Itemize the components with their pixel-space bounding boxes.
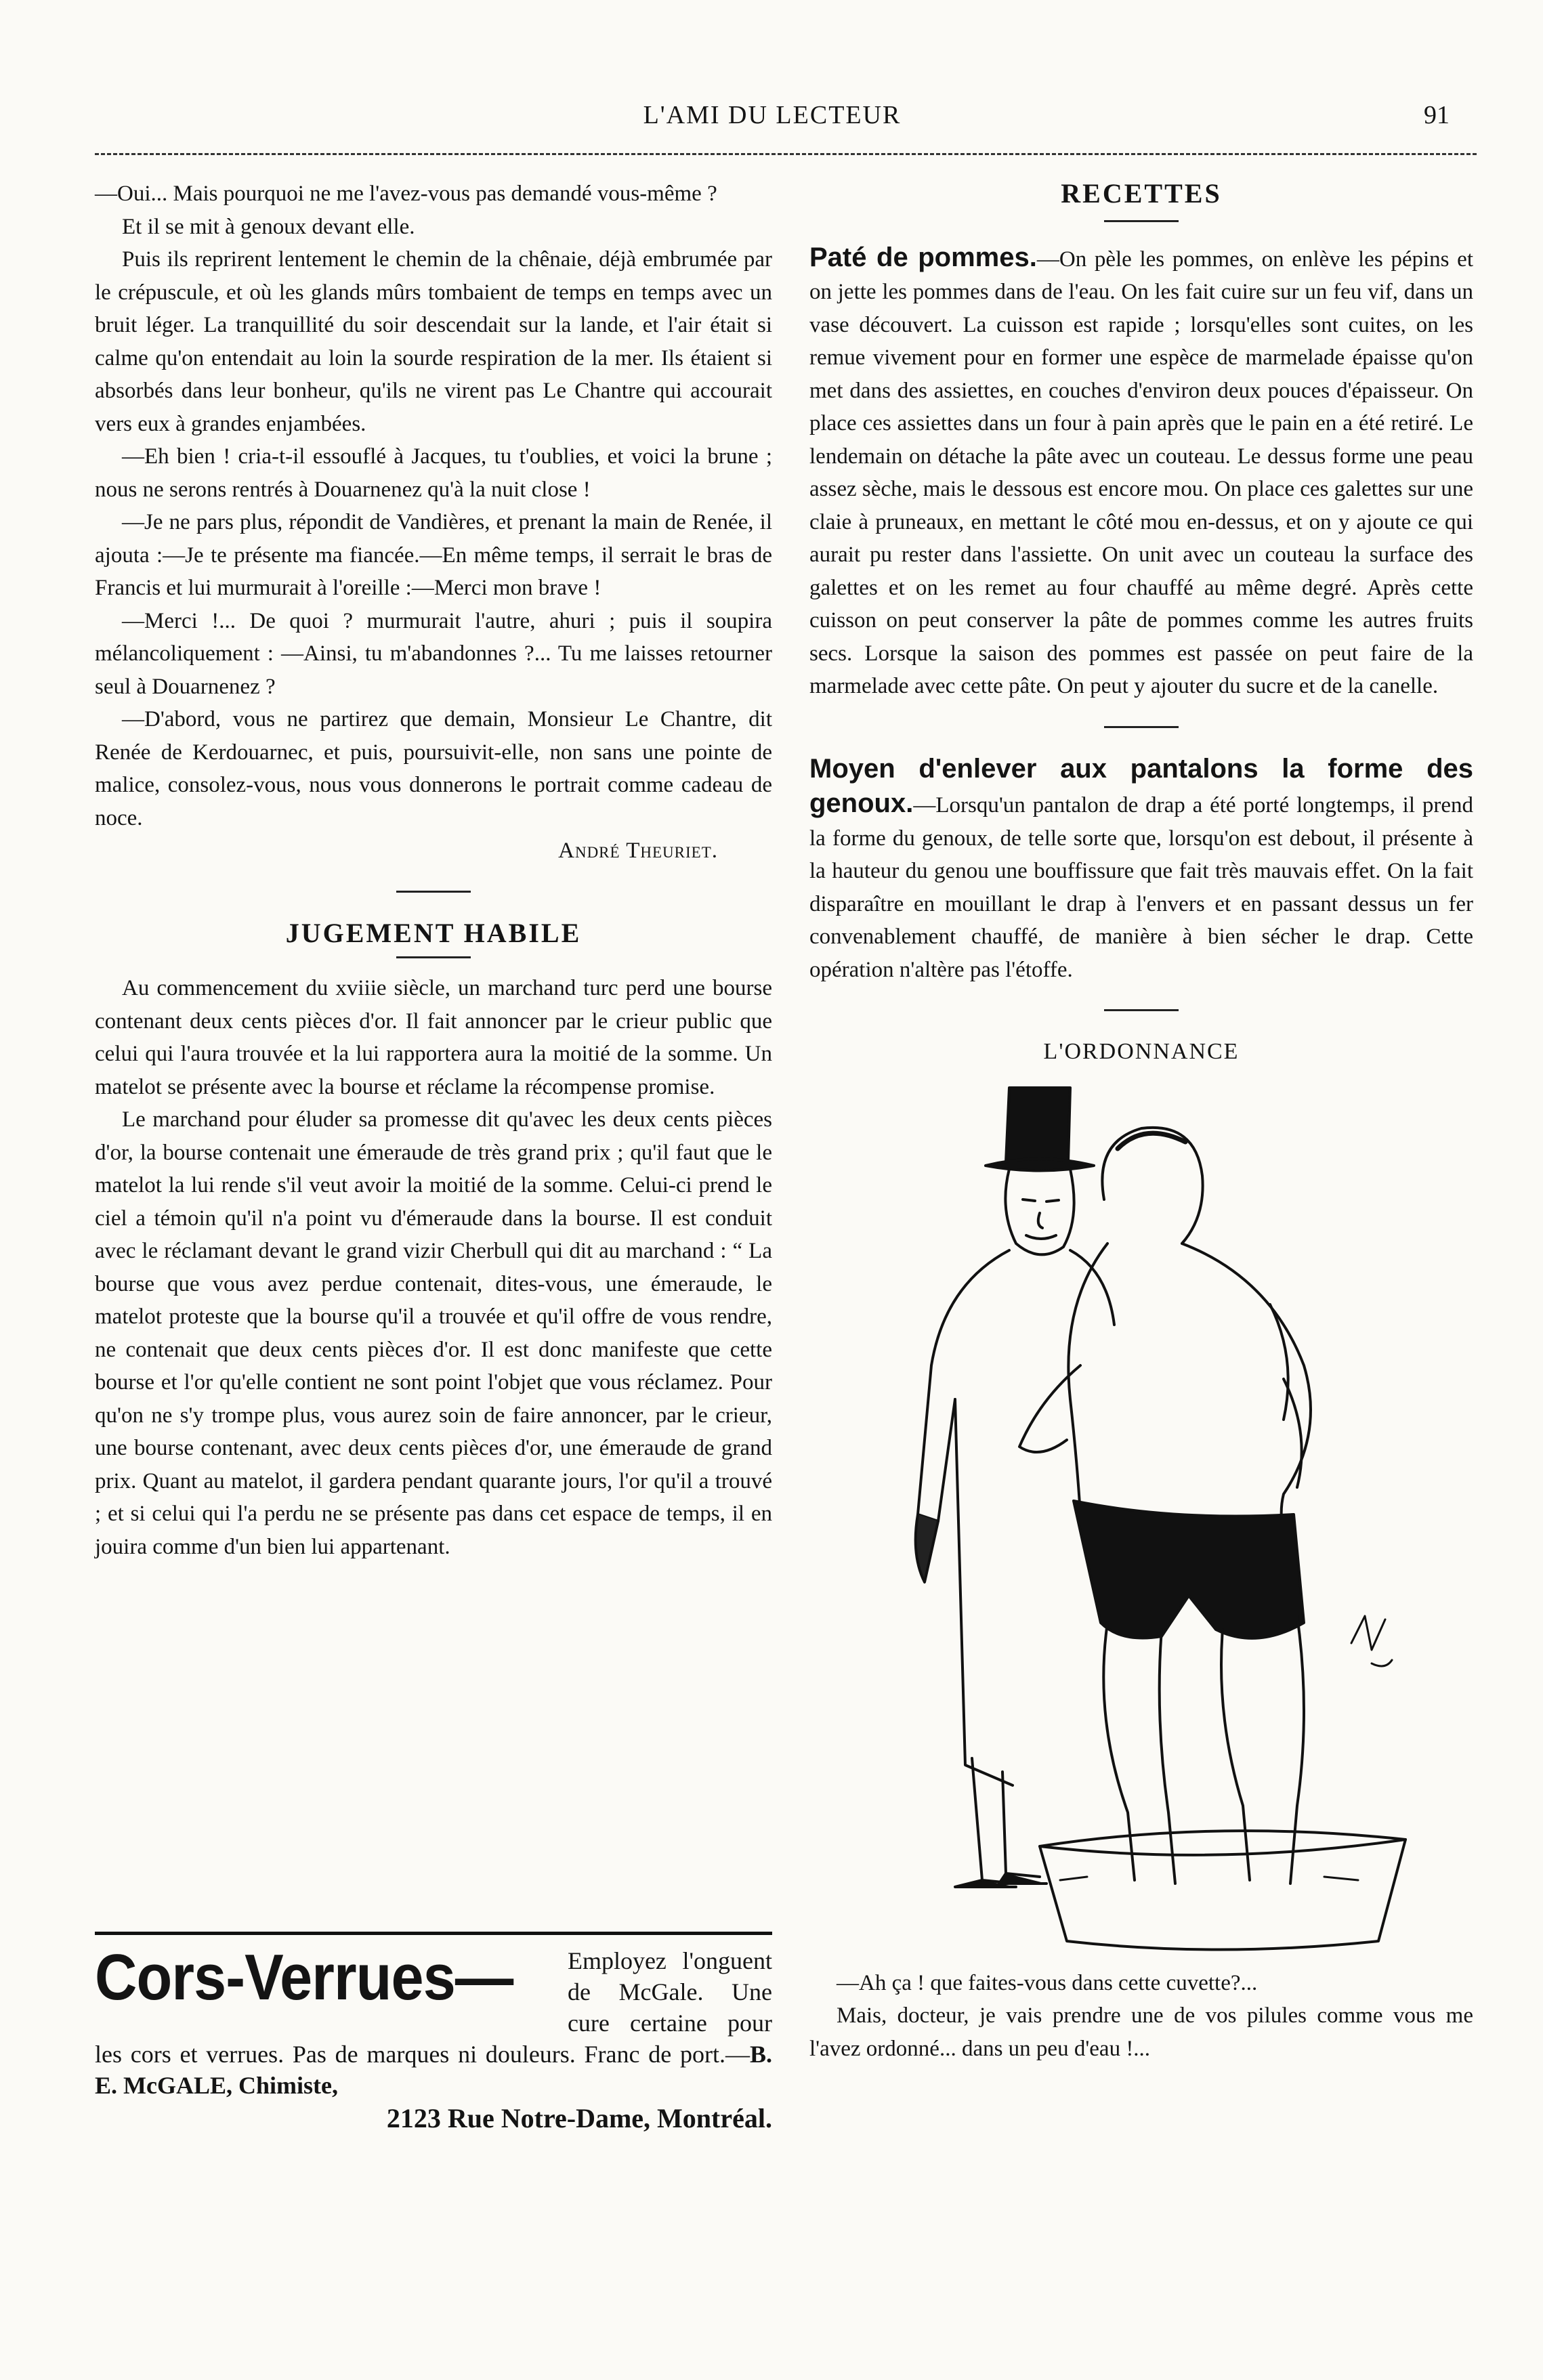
left-column — [95, 177, 772, 1563]
running-header — [95, 100, 1450, 148]
cartoon-caption — [809, 1967, 1473, 2066]
header-rule — [95, 153, 1477, 155]
recipe-text: —On pèle les pommes, on enlève les pépins et on jette les pommes dans de l'eau. On les fait cuire sur un feu vif, dans un vase découvert. La cuisson est rapide ; lorsqu'elles sont cuites, on les remue vivement pour en former une espèce de marmelade épaisse qu'on met dans des assiettes, en couches d'environ deux pouces d'épaisseur. On place ces assiettes dans un four à pain après que le pain en a été retiré. Le lendemain on détache la pâte avec un couteau. Le dessus forme une peau assez sèche, mais le dessous est encore mou. On place ces galettes sur une claie à pruneaux, en mettant le côté mou en-dessus, et on y ajoute ce qui aurait pu rester dans l'assiette. On unit avec un couteau la surface des galettes et on les remet au four chauffé au même degré. Après cette cuisson on peut conserver la pâte de pommes comme les autres fruits secs. Lorsque la saison des pommes est passée on peut faire de la marmelade avec cette pâte. On peut y ajouter du sucre et de la canelle. — [809, 247, 1473, 698]
recipe-text: —Lorsqu'un pantalon de drap a été porté longtemps, il prend la forme du genoux, de telle sorte que, lorsqu'on est debout, il présente à la hauteur du genou une bouffissure que fait très mauvais effet. On la fait disparaître en mouillant le drap à l'envers et en passant dessus un fer convenablement chauffé, de manière à bien sécher le drap. Cette opération n'altère pas l'étoffe. — [809, 793, 1473, 982]
advertisement-rule — [95, 1932, 772, 1935]
section-divider — [1104, 220, 1179, 222]
ad-headline: Cors-Verrues— — [95, 1941, 513, 2014]
recipe-title: Moyen d'enlever aux pantalons la forme des genoux. — [809, 753, 1473, 818]
story-paragraph: —Merci !... De quoi ? murmurait l'autre, ahuri ; puis il soupira mélancoliquement : —Ainsi, tu m'abandonnes ?... Tu me laisses retourner seul à Douarnenez ? — [95, 608, 772, 699]
story-paragraph: —Oui... Mais pourquoi ne me l'avez-vous pas demandé vous-même ? — [95, 182, 717, 206]
caption-line: —Ah ça ! que faites-vous dans cette cuvette?... — [837, 1970, 1258, 1995]
page-number: 91 — [1424, 101, 1450, 129]
story-paragraph: —D'abord, vous ne partirez que demain, Monsieur Le Chantre, dit Renée de Kerdouarnec, et puis, poursuivit-elle, non sans une pointe de malice, consolez-vous, nous vous donnerons le portrait comme cadeau de noce. — [95, 707, 772, 830]
section-divider — [396, 891, 471, 893]
story-paragraph: —Eh bien ! cria-t-il essouflé à Jacques, tu t'oublies, et voici la brune ; nous ne serons rentrés à Douarnenez qu'à la nuit close ! — [95, 444, 772, 502]
ad-body-text: Employez l'onguent de McGale. Une cure certaine pour les cors et verrues. Pas de marques ni douleurs. Franc de port.— — [95, 1947, 772, 2068]
cartoon-illustration — [837, 1081, 1446, 1955]
cartoon-drawing — [837, 1081, 1446, 1955]
recipe-paragraph — [809, 241, 1473, 703]
caption-line: Mais, docteur, je vais prendre une de vos pilules comme vous me l'avez ordonné... dans un peu d'eau !... — [809, 2003, 1473, 2061]
section-divider — [1104, 726, 1179, 728]
right-column — [809, 177, 1473, 2065]
ad-address: 2123 Rue Notre-Dame, Montréal. — [386, 2103, 772, 2133]
author-signature: André Theuriet. — [558, 838, 718, 863]
advertisement — [95, 1941, 772, 2134]
section-divider — [396, 956, 471, 958]
section-divider — [1104, 1009, 1179, 1011]
ad-seller: B. E. McGALE, Chimiste, — [95, 2041, 772, 2099]
story-paragraph: Puis ils reprirent lentement le chemin de la chênaie, déjà embrumée par le crépuscule, et où les glands mûrs tombaient de temps en temps avec un bruit léger. La tranquillité du soir descendait sur la lande, et l'air était si calme qu'on entendait au loin la sourde respiration de la mer. Ils étaient si absorbés dans leur bonheur, qu'ils ne virent pas Le Chantre qui accourait vers eux à grandes enjambées. — [95, 247, 772, 436]
recipe-title: Paté de pommes. — [809, 242, 1037, 272]
section-paragraph: Au commencement du xviiie siècle, un marchand turc perd une bourse contenant deux cents pièces d'or. Il fait annoncer par le crieur public que celui qui l'aura trouvée et la lui rapportera aura la moitié de la somme. Un matelot se présente avec la bourse et réclame la récompense promise. — [95, 976, 772, 1099]
section-paragraph: Le marchand pour éluder sa promesse dit qu'avec les deux cents pièces d'or, la bourse contenait une émeraude de très grand prix ; qu'il faut que le matelot la lui rende s'il veut avoir la moitié de la somme. Celui-ci prend le ciel a témoin qu'il n'a point vu d'émeraude dans la bourse. Il est conduit avec le réclamant devant le grand vizir Cherbull qui dit au marchand : “ La bourse que vous avez perdue contenait, dites-vous, une émeraude, le matelot proteste que la bourse qu'il a trouvée et qu'il offre de vous rendre, ne contenait que deux cents pièces d'or. Il est donc manifeste que cette bourse et l'or qu'elle contient ne sont point l'objet que vous réclamez. Pour qu'on ne s'y trompe plus, vous aurez soin de faire annoncer, par le crieur, une bourse contenant, avec deux cents pièces d'or, une émeraude de grand prix. Quant au matelot, il gardera pendant quarante jours, l'or qu'il a trouvé ; et si celui qui l'a perdu ne se présente pas dans cet espace de temps, il en jouira comme d'un bien lui appartenant. — [95, 1107, 772, 1559]
recipe-paragraph — [809, 752, 1473, 987]
story-paragraph: Et il se mit à genoux devant elle. — [122, 214, 415, 239]
section-title-recettes: RECETTES — [1061, 178, 1222, 209]
journal-title: L'AMI DU LECTEUR — [643, 101, 902, 129]
section-title-jugement: JUGEMENT HABILE — [285, 917, 582, 948]
story-paragraph: —Je ne pars plus, répondit de Vandières, et prenant la main de Renée, il ajouta :—Je te présente ma fiancée.—En même temps, il serrait le bras de Francis et lui murmurait à l'oreille :—Merci mon brave ! — [95, 510, 772, 600]
cartoon-title: L'ORDONNANCE — [1043, 1039, 1240, 1064]
